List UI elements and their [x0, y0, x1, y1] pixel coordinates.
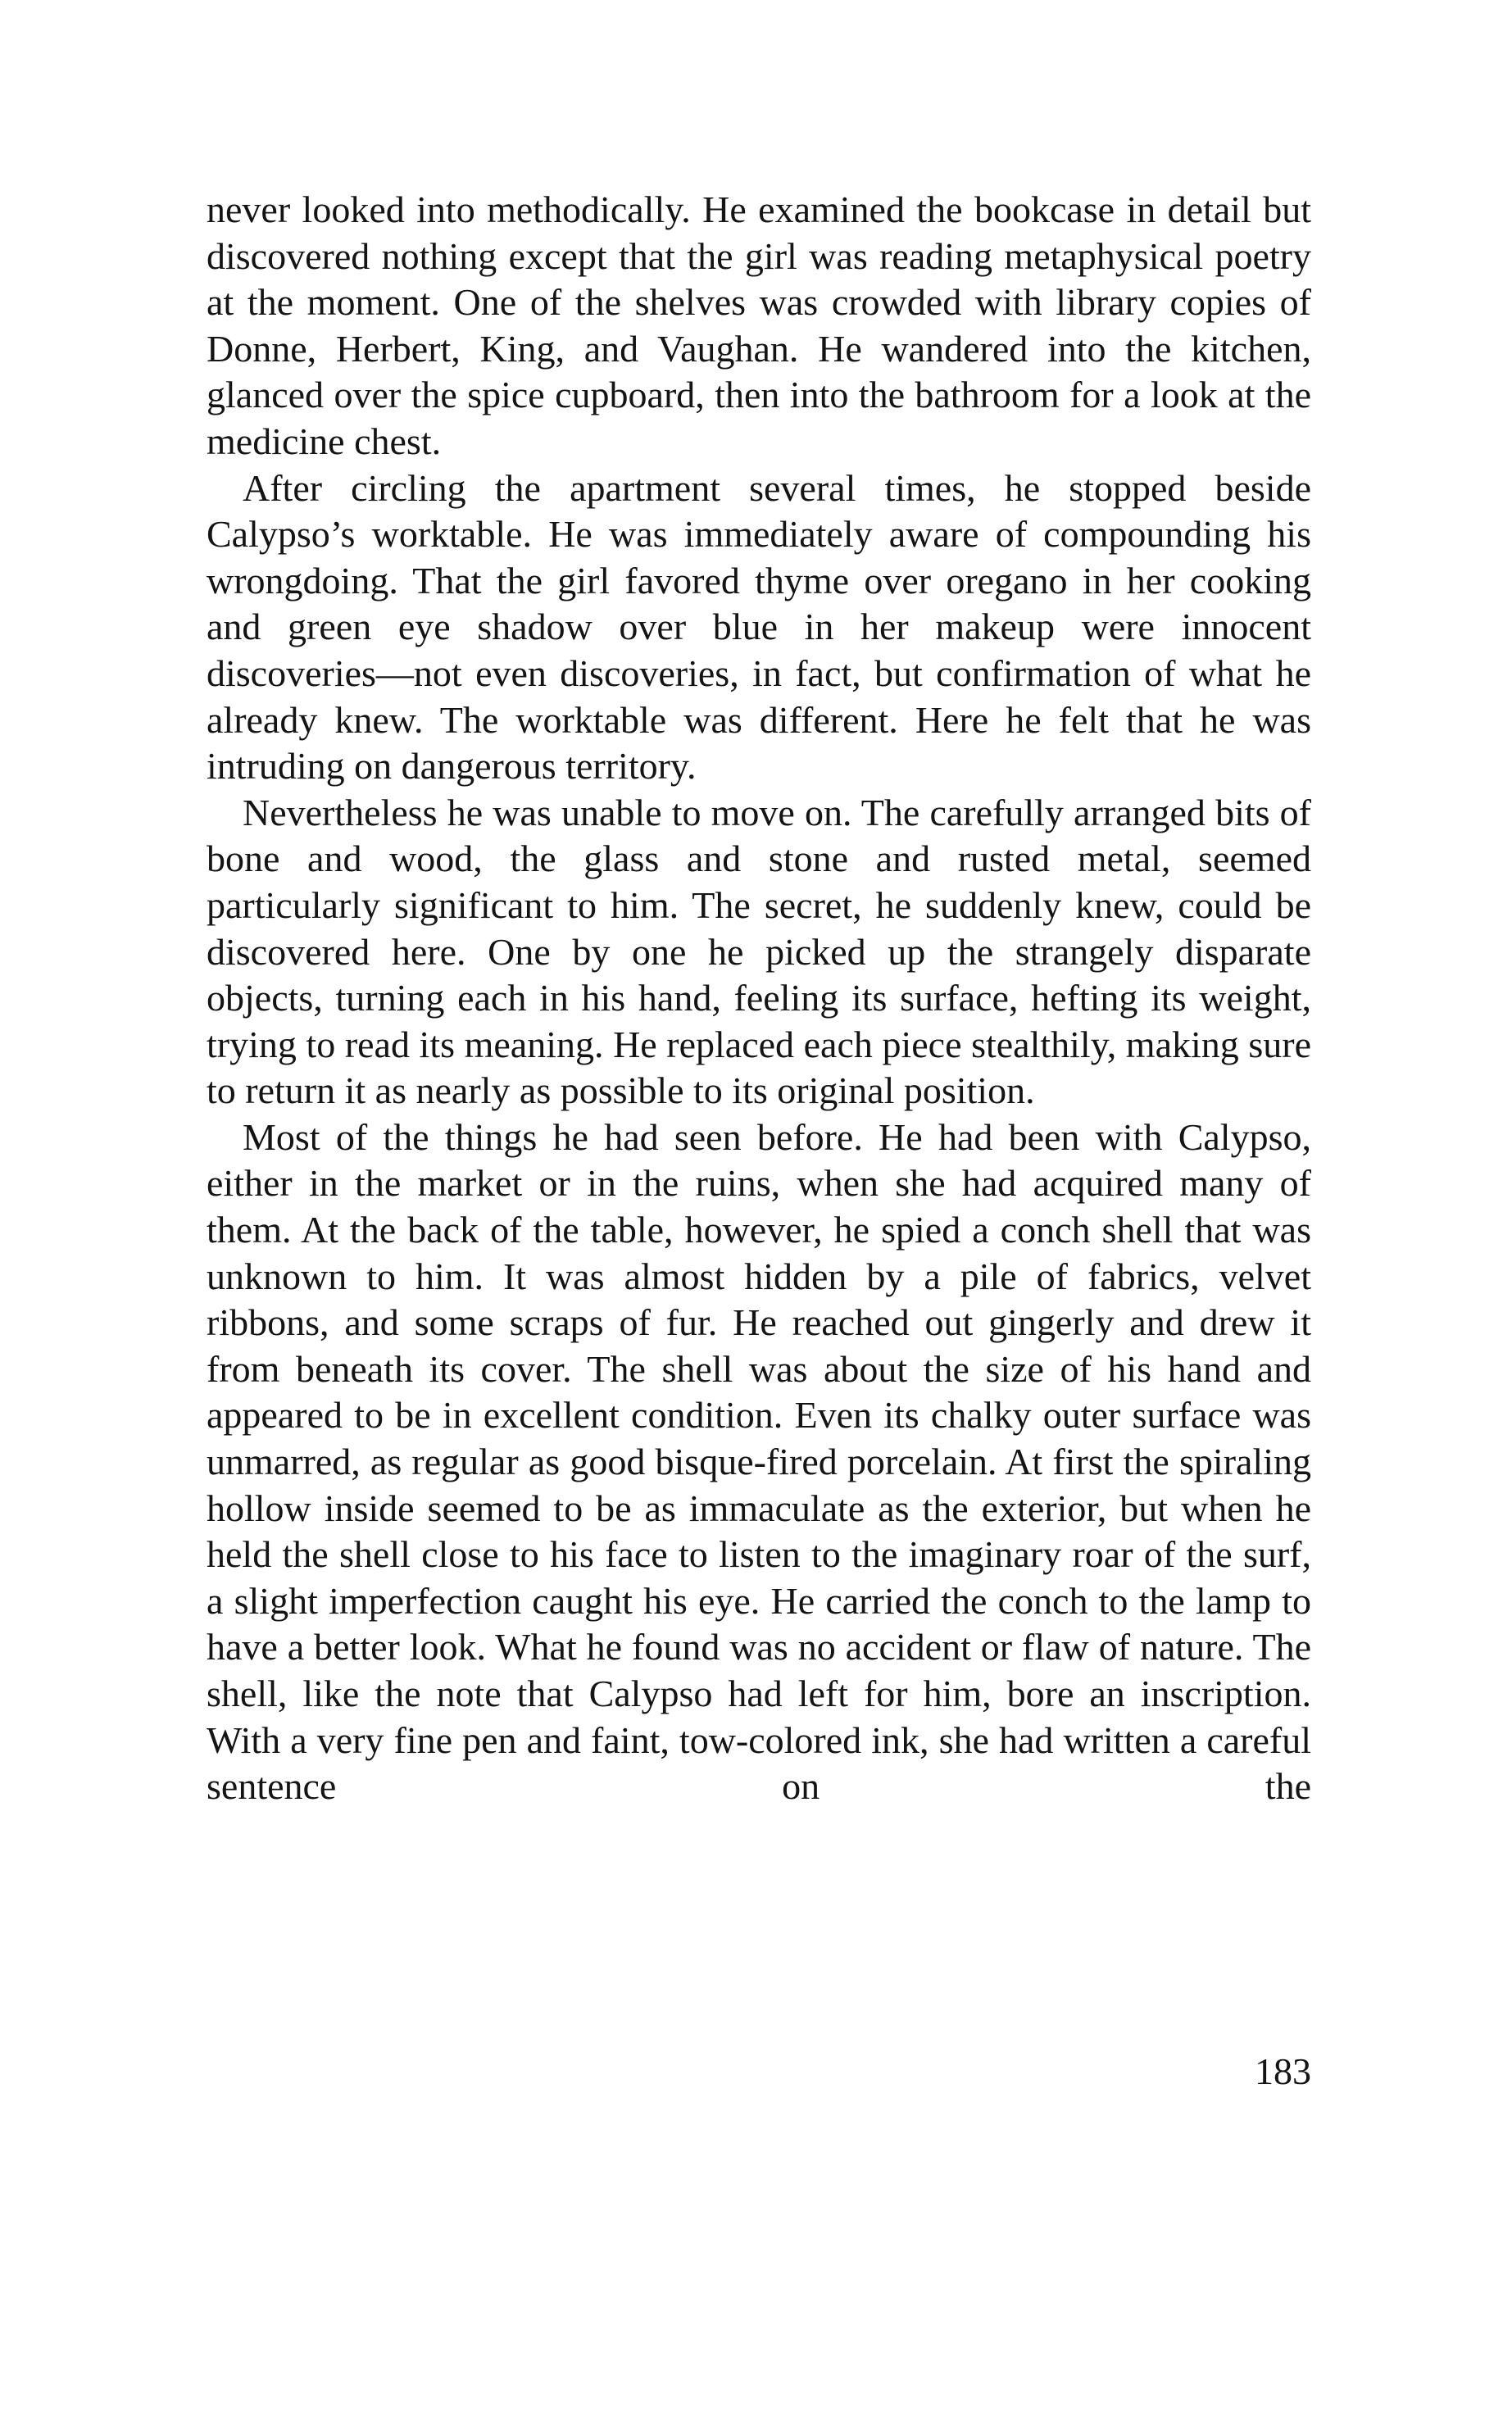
paragraph-worktable: After circling the apartment several times, he stopped beside Calypso’s worktable. He was immediately aware of compounding his wrongdoing. That the girl favored thyme over oregano in her cooking and green eye shadow over blue in her makeup were innocent discoveries—not even discoveries, in fact, but confirmation of what he already knew. The worktable was different. Here he felt that he was intruding on dangerous territory. [207, 466, 1311, 788]
paragraph-continued: never looked into methodically. He examined the bookcase in detail but discovered nothing except that the girl was reading metaphysical poetry at the moment. One of the shelves was crowded with library copies of Donne, Herbert, King, and Vaughan. He wandered into the kitchen, glanced over the spice cupboard, then into the bathroom for a look at the medicine chest. [207, 188, 1311, 462]
page-number: 183 [1255, 2050, 1311, 2092]
paragraph-conch-shell: Most of the things he had seen before. He had been with Calypso, either in the market or in the ruins, when she had acquired many of them. At the back of the table, however, he spied a conch shell that was unknown to him. It was almost hidden by a pile of fabrics, velvet ribbons, and some scraps of fur. He reached out gingerly and drew it from beneath its cover. The shell was about the size of his hand and appeared to be in excellent condition. Even its chalky outer surface was unmarred, as regular as good bisque-fired porcelain. At first the spiraling hollow inside seemed to be as immaculate as the exterior, but when he held the shell close to his face to listen to the imaginary roar of the surf, a slight imperfection caught his eye. He carried the conch to the lamp to have a better look. What he found was no accident or flaw of nature. The shell, like the note that Calypso had left for him, bore an inscription. With a very fine pen and faint, tow-colored ink, she had written a careful sentence on the [207, 1115, 1311, 1808]
body-text [207, 187, 1311, 1810]
paragraph-objects: Nevertheless he was unable to move on. The carefully arranged bits of bone and wood, the glass and stone and rusted metal, seemed particularly significant to him. The secret, he suddenly knew, could be discovered here. One by one he picked up the strangely disparate objects, turning each in his hand, feeling its surface, hefting its weight, trying to read its meaning. He replaced each piece stealthily, making sure to return it as nearly as possible to its original position. [207, 791, 1311, 1112]
